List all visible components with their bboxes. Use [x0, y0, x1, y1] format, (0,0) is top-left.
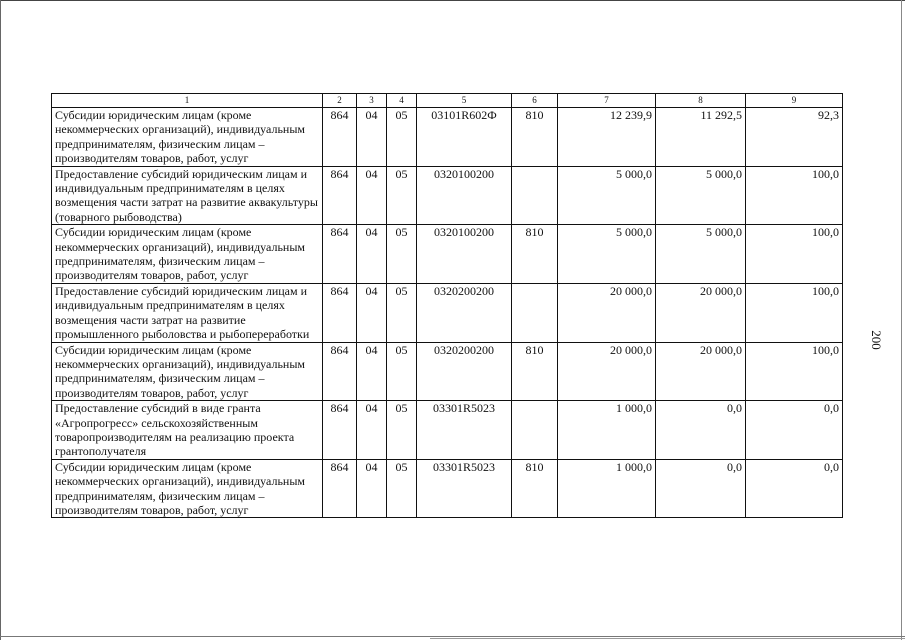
row-name: Предоставление субсидий юридическим лицам и индивидуальным предпринимателям в целях возмещения части затрат на развитие аквакультуры (товарного рыбоводства)	[52, 166, 323, 225]
cell-col4: 05	[387, 225, 417, 284]
cell-col8: 5 000,0	[656, 166, 746, 225]
cell-col5: 0320100200	[417, 166, 512, 225]
cell-col7: 5 000,0	[558, 166, 656, 225]
cell-col8: 5 000,0	[656, 225, 746, 284]
cell-col6: 810	[512, 225, 558, 284]
row-name: Предоставление субсидий в виде гранта «Агропрогресс» сельскохозяйственным товаропроизводителям на реализацию проекта грантополучателя	[52, 401, 323, 460]
cell-col4: 05	[387, 108, 417, 167]
cell-col4: 05	[387, 166, 417, 225]
cell-col9: 100,0	[746, 342, 843, 401]
cell-col9: 0,0	[746, 401, 843, 460]
cell-col6: 810	[512, 459, 558, 518]
cell-col9: 100,0	[746, 225, 843, 284]
table-row	[52, 459, 843, 518]
cell-col7: 5 000,0	[558, 225, 656, 284]
column-header: 3	[357, 94, 387, 108]
cell-col5: 0320100200	[417, 225, 512, 284]
cell-col5: 03101R602Ф	[417, 108, 512, 167]
cell-col7: 20 000,0	[558, 342, 656, 401]
cell-col3: 04	[357, 342, 387, 401]
cell-col4: 05	[387, 401, 417, 460]
cell-col5: 0320200200	[417, 283, 512, 342]
cell-col9: 0,0	[746, 459, 843, 518]
column-header: 5	[417, 94, 512, 108]
cell-col3: 04	[357, 459, 387, 518]
scan-border-right	[901, 0, 902, 640]
table-row	[52, 166, 843, 225]
row-name: Субсидии юридическим лицам (кроме некоммерческих организаций), индивидуальным предпринимателям, физическим лицам – производителям товаров, работ, услуг	[52, 108, 323, 167]
cell-col2: 864	[323, 401, 357, 460]
row-name: Субсидии юридическим лицам (кроме некоммерческих организаций), индивидуальным предпринимателям, физическим лицам – производителям товаров, работ, услуг	[52, 342, 323, 401]
cell-col8: 11 292,5	[656, 108, 746, 167]
header-row	[52, 94, 843, 108]
cell-col3: 04	[357, 401, 387, 460]
cell-col2: 864	[323, 108, 357, 167]
cell-col6: 810	[512, 108, 558, 167]
cell-col6	[512, 166, 558, 225]
column-header: 7	[558, 94, 656, 108]
cell-col9: 92,3	[746, 108, 843, 167]
cell-col7: 1 000,0	[558, 459, 656, 518]
cell-col5: 03301R5023	[417, 459, 512, 518]
cell-col4: 05	[387, 283, 417, 342]
scan-border-top	[0, 0, 905, 1]
column-header: 4	[387, 94, 417, 108]
row-name: Субсидии юридическим лицам (кроме некоммерческих организаций), индивидуальным предпринимателям, физическим лицам – производителям товаров, работ, услуг	[52, 225, 323, 284]
scan-border-left	[0, 0, 1, 640]
cell-col8: 20 000,0	[656, 342, 746, 401]
table-row	[52, 283, 843, 342]
row-name: Предоставление субсидий юридическим лицам и индивидуальным предпринимателям в целях возмещения части затрат на развитие промышленного рыболовства и рыбопереработки	[52, 283, 323, 342]
cell-col6: 810	[512, 342, 558, 401]
cell-col7: 1 000,0	[558, 401, 656, 460]
cell-col8: 0,0	[656, 459, 746, 518]
scan-border-bottom	[0, 636, 905, 637]
cell-col5: 0320200200	[417, 342, 512, 401]
cell-col9: 100,0	[746, 283, 843, 342]
column-header: 8	[656, 94, 746, 108]
budget-table	[51, 93, 843, 518]
cell-col3: 04	[357, 166, 387, 225]
table-header	[52, 94, 843, 108]
cell-col3: 04	[357, 225, 387, 284]
cell-col7: 20 000,0	[558, 283, 656, 342]
column-header: 1	[52, 94, 323, 108]
cell-col6	[512, 283, 558, 342]
cell-col8: 20 000,0	[656, 283, 746, 342]
column-header: 2	[323, 94, 357, 108]
cell-col8: 0,0	[656, 401, 746, 460]
column-header: 6	[512, 94, 558, 108]
cell-col3: 04	[357, 108, 387, 167]
cell-col3: 04	[357, 283, 387, 342]
cell-col4: 05	[387, 459, 417, 518]
cell-col4: 05	[387, 342, 417, 401]
cell-col2: 864	[323, 225, 357, 284]
cell-col2: 864	[323, 166, 357, 225]
page-number: 200	[868, 330, 884, 350]
cell-col2: 864	[323, 342, 357, 401]
table-row	[52, 342, 843, 401]
table-row	[52, 401, 843, 460]
scan-border-bottom-2	[430, 638, 905, 639]
cell-col7: 12 239,9	[558, 108, 656, 167]
column-header: 9	[746, 94, 843, 108]
cell-col6	[512, 401, 558, 460]
table-row	[52, 225, 843, 284]
cell-col9: 100,0	[746, 166, 843, 225]
cell-col5: 03301R5023	[417, 401, 512, 460]
cell-col2: 864	[323, 459, 357, 518]
cell-col2: 864	[323, 283, 357, 342]
table-row	[52, 108, 843, 167]
row-name: Субсидии юридическим лицам (кроме некоммерческих организаций), индивидуальным предпринимателям, физическим лицам – производителям товаров, работ, услуг	[52, 459, 323, 518]
